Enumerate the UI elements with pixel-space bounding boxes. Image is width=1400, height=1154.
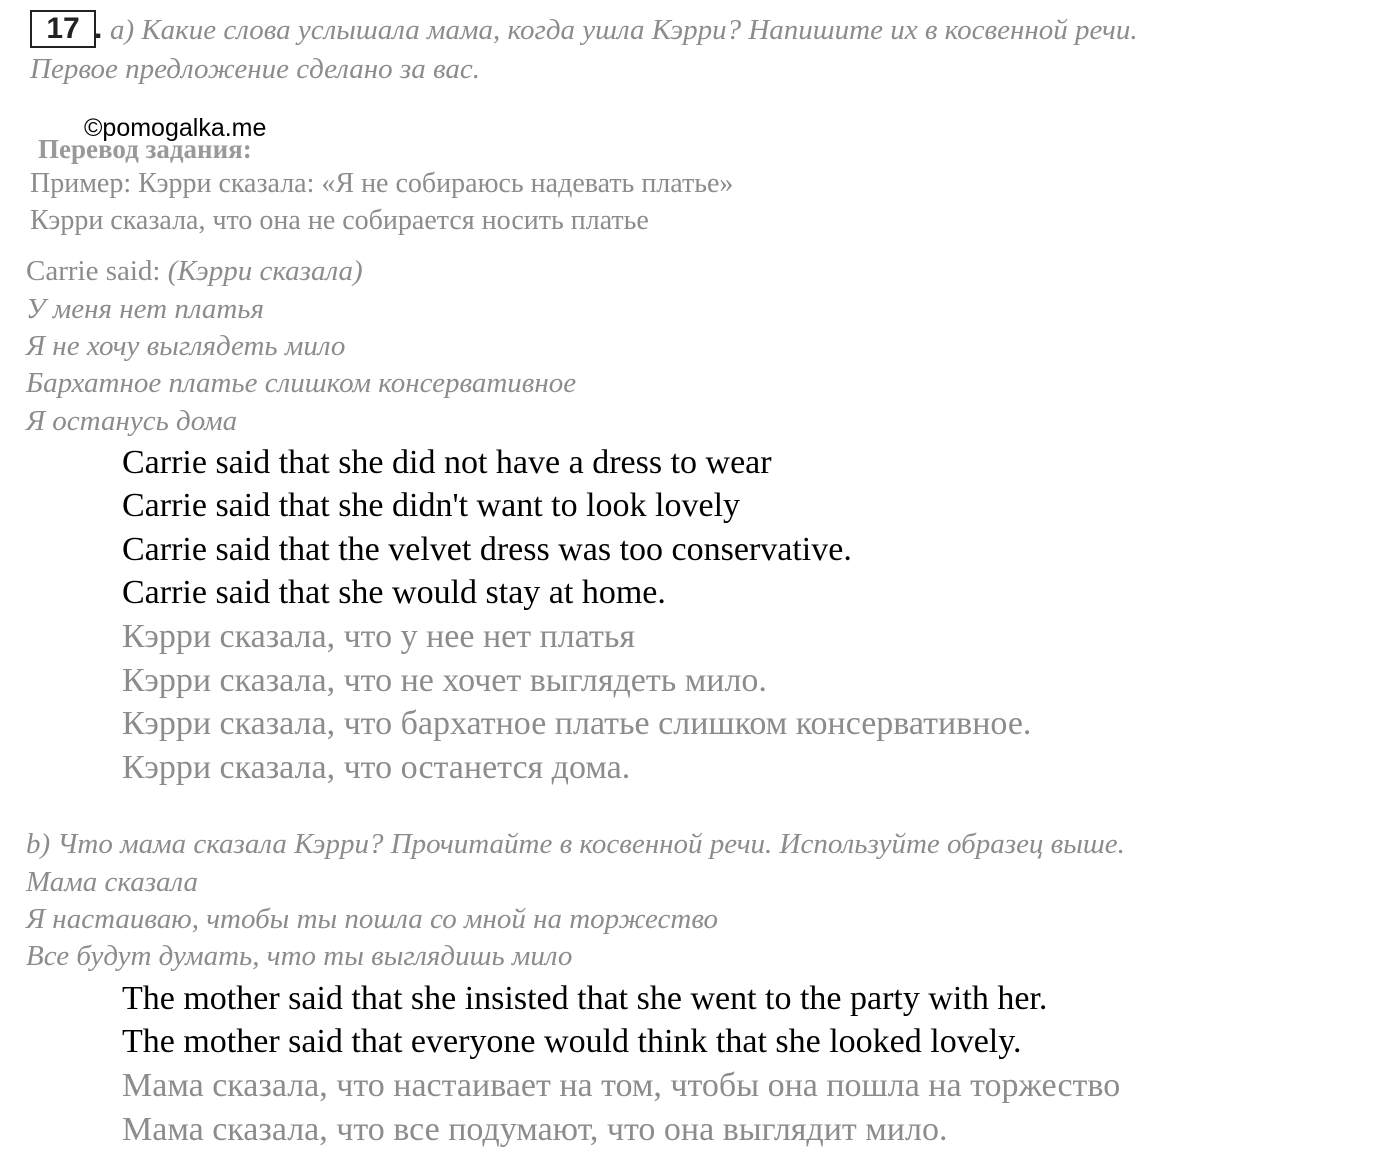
part-b-answer-en: The mother said that she insisted that she went to the party with her. [122, 980, 1048, 1017]
part-a-answer-en: Carrie said that she would stay at home. [122, 574, 666, 611]
part-a-answer-en: Carrie said that the velvet dress was too conservative. [122, 531, 852, 568]
part-b-quote: Мама сказала [26, 866, 199, 898]
translation-example-line1: Пример: Кэрри сказала: «Я не собираюсь надевать платье» [30, 168, 734, 199]
part-b-answer-en: The mother said that everyone would think that she looked lovely. [122, 1023, 1022, 1060]
part-b-quote: Все будут думать, что ты выглядишь мило [26, 940, 573, 972]
task-instruction-a-line2: Первое предложение сделано за вас. [30, 53, 480, 85]
task-number: 17 [46, 12, 80, 45]
part-a-intro [26, 255, 363, 288]
part-b-quote: Я настаиваю, чтобы ты пошла со мной на торжество [26, 903, 719, 935]
part-a-answer-ru: Кэрри сказала, что бархатное платье слишком консервативное. [122, 705, 1032, 742]
part-a-answer-ru: Кэрри сказала, что останется дома. [122, 749, 631, 786]
task-number-box [30, 10, 96, 48]
part-a-answer-ru: Кэрри сказала, что у нее нет платья [122, 618, 635, 655]
part-a-quote: Я останусь дома [26, 405, 238, 437]
part-a-answer-ru: Кэрри сказала, что не хочет выглядеть мило. [122, 662, 767, 699]
part-b-instruction: b) Что мама сказала Кэрри? Прочитайте в косвенной речи. Используйте образец выше. [26, 828, 1125, 860]
part-a-intro-plain: Carrie said: [26, 255, 168, 287]
translation-heading: Перевод задания: [38, 134, 252, 164]
task-instruction-a-line1: a) Какие слова услышала мама, когда ушла Кэрри? Напишите их в косвенной речи. [110, 14, 1138, 46]
part-a-quote: У меня нет платья [26, 293, 264, 325]
part-a-quote: Я не хочу выглядеть мило [26, 330, 346, 362]
part-a-intro-italic: (Кэрри сказала) [167, 255, 363, 287]
watermark: ©pomogalka.me [84, 114, 267, 142]
task-number-dot: . [94, 12, 103, 45]
part-a-answer-en: Carrie said that she did not have a dress to wear [122, 444, 772, 481]
part-a-answer-en: Carrie said that she didn't want to look lovely [122, 487, 741, 524]
part-b-answer-ru: Мама сказала, что настаивает на том, чтобы она пошла на торжество [122, 1067, 1121, 1104]
translation-example-line2: Кэрри сказала, что она не собирается носить платье [30, 205, 649, 236]
part-a-quote: Бархатное платье слишком консервативное [26, 367, 577, 399]
part-b-answer-ru: Мама сказала, что все подумают, что она выглядит мило. [122, 1111, 948, 1148]
